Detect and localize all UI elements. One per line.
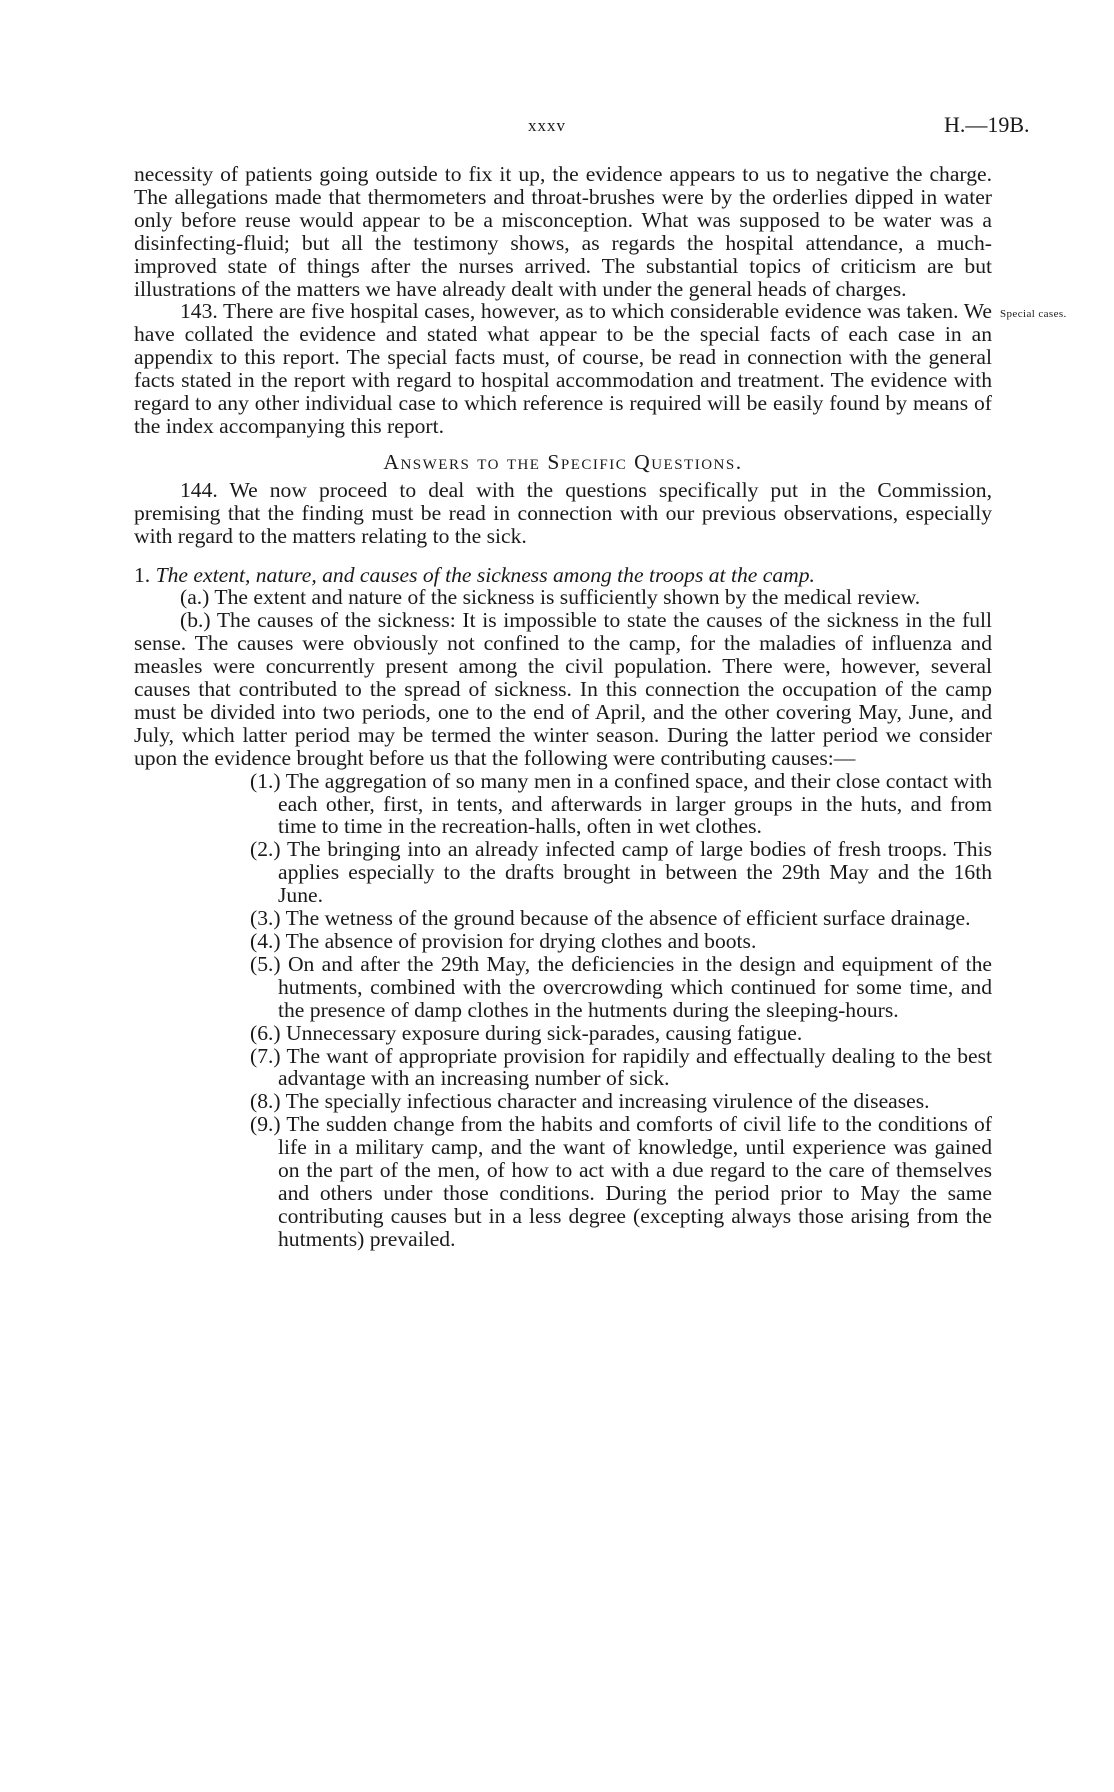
answer-a	[134, 586, 992, 609]
continuation-paragraph: necessity of patients going outside to fix it up, the evidence appears to us to negative the charge. The allegations made that thermometers and throat-brushes were by the orderlies dipped in water only before reuse would appear to be a misconception. What was supposed to be water was a disinfecting-fluid; but all the testimony shows, as regards the hospital attendance, a much-improved state of things after the nurses arrived. The substantial topics of criticism are but illustrations of the matters we have already dealt with under the general heads of charges.	[134, 162, 992, 301]
cause-item	[134, 770, 992, 839]
cause-text: The sudden change from the habits and comforts of civil life to the conditions of life in a military camp, and the want of knowledge, until experience was gained on the part of the men, of how to act with a due regard to the care of themselves and others under those conditions. During the period prior to May the same contributing causes but in a less degree (excepting always those arising from the hutments) prevailed.	[278, 1112, 992, 1251]
cause-item	[134, 907, 992, 930]
cause-number: (7.)	[250, 1043, 281, 1068]
cause-item	[134, 1090, 992, 1113]
cause-number: (2.)	[250, 837, 281, 862]
cause-item	[134, 1113, 992, 1250]
answer-b	[134, 609, 992, 769]
cause-item	[134, 1045, 992, 1091]
question-1-title: The extent, nature, and causes of the sickness among the troops at the camp.	[155, 562, 815, 587]
cause-text: The bringing into an already infected camp of large bodies of fresh troops. This applies especially to the drafts brought in between the 29th May and the 16th June.	[278, 837, 992, 908]
cause-item	[134, 838, 992, 907]
cause-item	[134, 953, 992, 1022]
cause-text: The want of appropriate provision for rapidily and effectually dealing to the best advantage with an increasing number of sick.	[278, 1043, 992, 1091]
page-number: xxxv	[528, 116, 566, 135]
cause-number: (9.)	[250, 1112, 281, 1137]
document-reference: H.—19B.	[944, 112, 1030, 137]
cause-number: (8.)	[250, 1089, 281, 1114]
cause-number: (3.)	[250, 906, 281, 931]
answer-a-text: The extent and nature of the sickness is sufficiently shown by the medical review.	[214, 585, 921, 610]
answer-b-text: The causes of the sickness: It is impossible to state the causes of the sickness in the full sense. The causes were obviously not confined to the camp, for the maladies of influenza and measles were concurrently present among the civil population. There were, however, several causes that contributed to the spread of sickness. In this connection the occupation of the camp must be divided into two periods, one to the end of April, and the other covering May, June, and July, which latter period may be termed the winter season. During the latter period we consider upon the evidence brought before us that the following were contributing causes:—	[134, 608, 992, 770]
cause-number: (5.)	[250, 951, 281, 976]
cause-number: (6.)	[250, 1020, 281, 1045]
cause-item	[134, 930, 992, 953]
question-1-heading	[134, 564, 992, 587]
cause-text: The wetness of the ground because of the absence of efficient surface drainage.	[285, 906, 971, 931]
question-1	[134, 564, 992, 770]
section-heading: Answers to the Specific Questions.	[383, 449, 743, 474]
answer-a-label: (a.)	[180, 585, 210, 610]
cause-item	[134, 1022, 992, 1045]
paragraph-143-text: 143. There are five hospital cases, however, as to which considerable evidence was taken. We have collated the evidence and stated what appear to be the special facts of each case in an appendix to this report. The special facts must, of course, be read in connection with the general facts stated in the report with regard to hospital accommodation and treatment. The evidence with regard to any other individual case to which reference is required will be easily found by means of the index accompanying this report.	[134, 299, 992, 438]
causes-list	[134, 770, 992, 1251]
margin-note: Special cases.	[1000, 308, 1067, 321]
question-1-number: 1.	[134, 562, 151, 587]
paragraph-143	[134, 299, 1067, 438]
paragraph-144: 144. We now proceed to deal with the questions specifically put in the Commission, premising that the finding must be read in connection with our previous observations, especially with regard to the matters relating to the sick.	[134, 477, 992, 548]
answer-b-label: (b.)	[180, 608, 211, 633]
cause-text: On and after the 29th May, the deficiencies in the design and equipment of the hutments, combined with the overcrowding which continued for some time, and the presence of damp clothes in the hutments during the sleeping-hours.	[278, 951, 992, 1022]
cause-number: (1.)	[250, 768, 281, 793]
cause-text: The absence of provision for drying clothes and boots.	[285, 929, 757, 953]
cause-text: The specially infectious character and increasing virulence of the diseases.	[285, 1089, 930, 1114]
cause-text: Unnecessary exposure during sick-parades, causing fatigue.	[285, 1020, 803, 1045]
page-body	[134, 162, 1067, 1251]
cause-number: (4.)	[250, 929, 281, 953]
cause-text: The aggregation of so many men in a confined space, and their close contact with each other, first, in tents, and afterwards in larger groups in the huts, and from time to time in the recreation-halls, often in wet clothes.	[278, 768, 992, 839]
